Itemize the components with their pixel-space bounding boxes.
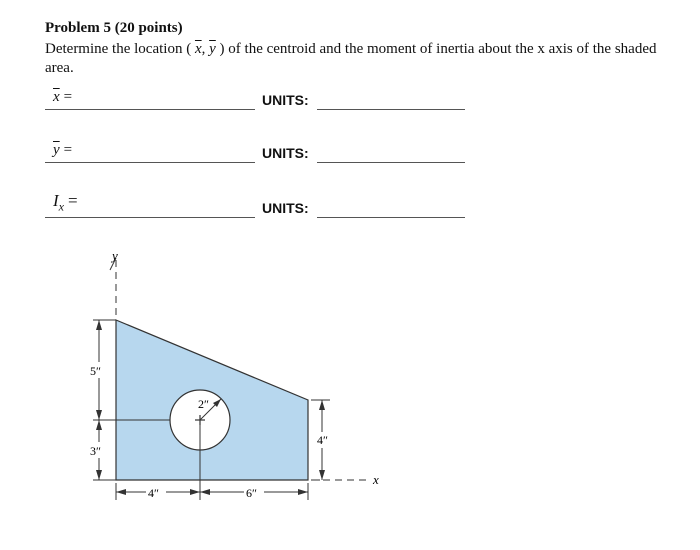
ybar-label: $\overline{y}$ = [53,142,73,158]
dimension-left-upper: 5″ [90,364,101,378]
ix-label: $I_x$ = [53,190,78,213]
dimension-bottom-right: 6″ [246,486,257,500]
x-axis-label: x [373,472,379,487]
dimension-bottom-left: 4″ [148,486,159,500]
ybar-units-label: UNITS: [262,145,309,161]
xbar-label: $\overline{x}$ = [53,89,73,105]
y-axis-label: y [112,248,118,263]
dimension-radius: 2″ [198,397,209,411]
xbar-units-label: UNITS: [262,92,309,108]
problem-title: Problem 5 (20 points) [45,20,183,36]
dimension-right: 4″ [317,433,328,447]
ix-units-label: UNITS: [262,200,309,216]
problem-prompt: Determine the location ( $\overline{x}$, $\overline{y}$ ) of the centroid and the moment of inertia about the x axis of the shaded area. [45,41,657,76]
dimension-left-lower: 3″ [90,444,101,458]
